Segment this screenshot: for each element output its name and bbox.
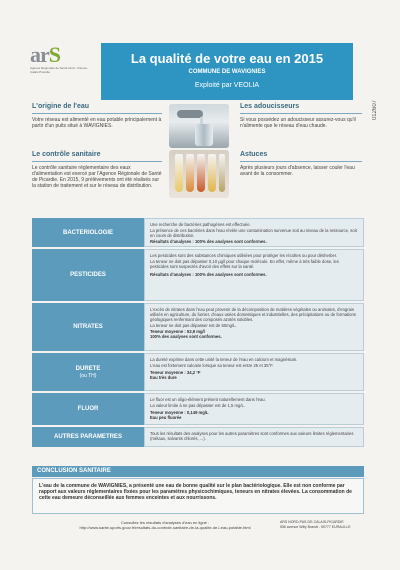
row-text: La teneur ne doit pas dépasser est de 50mg/L. — [150, 323, 237, 328]
tips-title: Astuces — [240, 151, 268, 158]
row-result: Résultats d'analyses : 100% des analyses sont conformes. — [150, 239, 267, 244]
row-result: Teneur moyenne : 34,2 °F Eau très dure — [150, 370, 201, 380]
origin-block — [32, 104, 162, 129]
tube-shape — [175, 154, 183, 192]
divider — [240, 161, 362, 162]
tube-shape — [208, 154, 216, 192]
origin-title: L'origine de l'eau — [32, 103, 90, 110]
row-label: AUTRES PARAMETRES — [32, 427, 144, 447]
results-link[interactable]: http://www.sante-sports.gouv.fr/resultats-du-controle-sanitaire-de-la-qualite-de-l-eau-potable.html — [79, 525, 251, 530]
tube-shape — [219, 154, 225, 192]
table-row-bacteriologie — [32, 218, 364, 247]
control-text: Le contrôle sanitaire réglementaire des eaux d'alimentation est exercé par l'Agence Régionale de Santé de Picardie. En 2015, 9 prélèvements ont été réalisés sur la station de traitement et sur le réseau de distribution. — [32, 165, 162, 189]
row-text: L'excès de nitrates dans l'eau peut provenir de la décomposition de matières végétales ou animales, d'engrais utilisés en agriculture, du fumier, d'eaux usées domestiques et industrielles, des précipitations ou de formations géologiques renfermant des composés azotés solubles. — [150, 307, 356, 322]
tips-text: Après plusieurs jours d'absence, laisser couler l'eau avant de la consommer. — [240, 165, 355, 177]
side-reference: 012607 — [372, 100, 378, 121]
test-tubes-photo — [169, 150, 229, 198]
tube-shape — [197, 154, 205, 192]
footer-links — [55, 520, 275, 530]
row-content — [144, 218, 364, 247]
softener-block — [240, 104, 362, 129]
softener-text: Si vous possédez un adoucisseur assurez-vous qu'il n'alimente que le réseau d'eau chaude. — [240, 117, 356, 129]
row-text: La valeur limite à ne pas dépasser est de 1,5 mg/L. — [150, 403, 245, 408]
table-row-durete — [32, 353, 364, 391]
ars-logo: arS — [30, 42, 61, 67]
row-label: BACTERIOLOGIE — [32, 218, 144, 247]
tips-block — [240, 152, 362, 177]
commune-name: COMMUNE DE WAVIGNIES — [188, 69, 266, 75]
footer-street: 556 avenue Willy Brandt - 59777 EURALILLE — [280, 524, 351, 529]
conclusion-title: CONCLUSION SANITAIRE — [32, 466, 364, 477]
row-label: PESTICIDES — [32, 249, 144, 301]
row-content — [144, 427, 364, 447]
row-text: La présence de ces bactéries dans l'eau révèle une contamination survenue soit au niveau de la ressource, soit en cours de distribution. — [150, 228, 357, 238]
page-title: La qualité de votre eau en 2015 — [130, 51, 324, 66]
control-block — [32, 152, 162, 189]
table-row-nitrates — [32, 303, 364, 351]
conclusion-text: L'eau de la commune de WAVIGNIES, a présenté une eau de bonne qualité sur le plan bactériologique. Elle est non conforme par rapport aux valeurs réglementaires fixées pour les paramètres physicochimiques, teneurs en nitrates élevées. La consommation de cette eau demeure déconseillée aux femmes enceintes et aux nourrissons. — [32, 478, 364, 514]
tap-water-photo — [169, 104, 229, 148]
row-sublabel: (ou TH) — [79, 372, 97, 379]
divider — [32, 161, 162, 162]
table-row-fluor — [32, 393, 364, 425]
footer-text: Consultez les résultats d'analyses d'eau en ligne : — [120, 520, 210, 525]
divider — [240, 113, 362, 114]
control-title: Le contrôle sanitaire — [32, 151, 101, 158]
row-content — [144, 303, 364, 351]
row-result: Teneur moyenne : 53,9 mg/l 100% des analyses sont conformes. — [150, 329, 222, 339]
origin-text: Votre réseau est alimenté en eau potable principalement à partir d'un puits situé à WAVIGNIES. — [32, 117, 162, 129]
glass-shape — [195, 124, 213, 146]
row-text: La dureté exprime dans cette unité la teneur de l'eau en calcium et magnésium. — [150, 357, 298, 362]
row-result: Résultats d'analyses : 100% des analyses sont conformes. — [150, 272, 267, 277]
divider — [32, 113, 162, 114]
row-label: NITRATES — [32, 303, 144, 351]
table-row-autres — [32, 427, 364, 447]
row-result: Teneur moyenne : 0,149 mg/L Eau peu fluorée — [150, 410, 209, 420]
row-text: Tous les résultats des analyses pour les autres paramètres sont conformes aux valeurs limites réglementaires (métaux, solvants chlorés, ...). — [150, 431, 354, 441]
row-text: Une recherche de bactéries pathogènes est effectuée. — [150, 222, 251, 227]
results-table — [32, 218, 364, 449]
tube-shape — [186, 154, 194, 192]
row-content — [144, 249, 364, 301]
table-row-pesticides — [32, 249, 364, 301]
softener-title: Les adoucisseurs — [240, 103, 300, 110]
operator-label: Exploité par VEOLIA — [194, 82, 260, 89]
row-content — [144, 353, 364, 391]
row-text: La teneur ne doit pas dépasser 0,10 µg/l pour chaque molécule. En effet, même à très faible dose, les pesticides sont suspectés d'avoir des effets sur la santé. — [150, 259, 339, 269]
row-text: L'eau est fortement calcaire lorsque sa teneur est entre 25 et 35°F. — [150, 363, 274, 368]
title-banner — [101, 43, 353, 100]
row-text: Les pesticides sont des substances chimiques utilisées pour protéger les récoltes ou pour désherber. — [150, 253, 338, 258]
footer-address — [280, 520, 370, 529]
row-content — [144, 393, 364, 425]
logo-subtitle: Agence Régionale de Santé Nord - Pas-de-Calais Picardie — [30, 66, 88, 74]
footer-org: ARS NORD-PAS-DE-CALAIS-PICARDIE — [280, 520, 344, 524]
row-text: Le fluor est un oligo-élément présent naturellement dans l'eau. — [150, 397, 266, 402]
row-label: DURETE (ou TH) — [32, 353, 144, 391]
row-label: FLUOR — [32, 393, 144, 425]
